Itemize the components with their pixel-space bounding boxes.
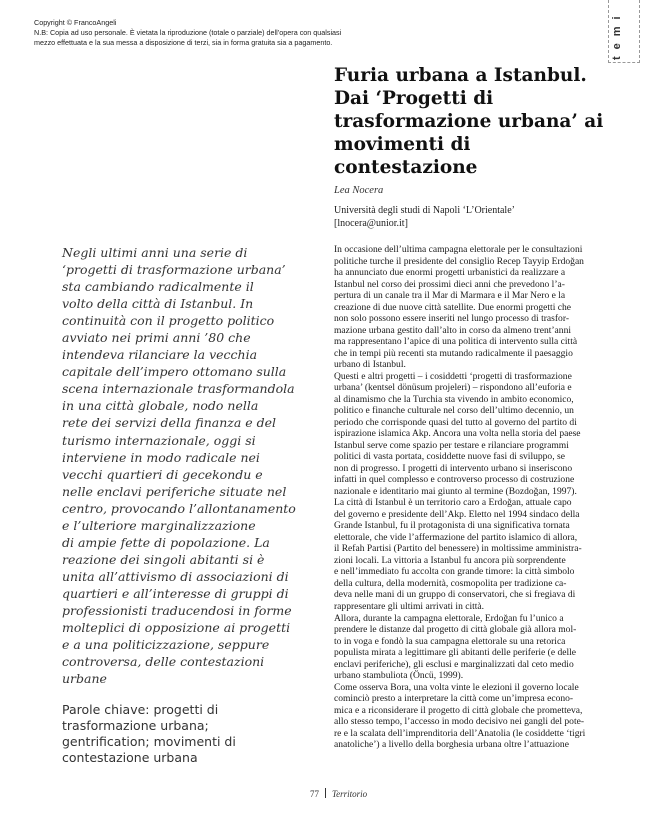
abstract-line: vecchi quartieri di gecekondu e [62, 466, 263, 482]
abstract-line: continuità con il progetto politico [62, 313, 275, 329]
body-line: populista mirata a legittimare gli abitanti delle periferie (e delle [334, 647, 577, 659]
abstract-line: unita all’attivismo di associazioni di [62, 568, 289, 584]
abstract-line: di ampie fette di popolazione. La [62, 534, 270, 550]
section-tab-label: temi [611, 9, 623, 60]
body-line: non di progresso. I progetti di intervento urbano si inseriscono [334, 462, 573, 474]
article-title: Furia urbana a Istanbul. Dai ‘Progetti di trasformazione urbana’ ai movimenti di contestazione [334, 65, 604, 178]
abstract-line: centro, provocando l’allontanamento [62, 500, 296, 516]
abstract [62, 244, 310, 687]
body-line: pertura di un canale tra il Mar di Marmara e il Mar Nero e la [334, 290, 566, 302]
body-line: prendere le distanze dal progetto di città globale già allora mol- [334, 624, 577, 636]
abstract-line: professionisti traducendosi in forme [62, 602, 292, 618]
page-number: 77 [310, 789, 319, 799]
body-line: Questi e altri progetti – i cosiddetti ‘progetti di trasformazione [334, 370, 572, 382]
article-body [334, 244, 616, 751]
abstract-line: sta cambiando radicalmente il [62, 279, 254, 295]
copyright-notice [34, 18, 504, 48]
abstract-line: e a una politicizzazione, seppure [62, 637, 270, 653]
author-affiliation [334, 205, 614, 230]
body-line: rappresentare gli ultimi arrivati in città. [334, 600, 485, 612]
body-line: Istanbul serve come spazio per testare e rilanciare programmi [334, 439, 569, 451]
abstract-line: e l’ulteriore marginalizzazione [62, 517, 256, 533]
body-line: che in tempi più recenti sta mutando radicalmente il paesaggio [334, 347, 573, 359]
abstract-line: ‘progetti di trasformazione urbana’ [62, 262, 286, 278]
body-line: ispirazione islamica Akp. Ancora una volta nella storia del paese [334, 428, 581, 440]
body-line: re e la scalata dell’imprenditoria dell’Anatolia (le cosiddette ‘tigri [334, 727, 586, 739]
abstract-line: reazione dei singoli abitanti si è [62, 551, 265, 567]
affiliation-line: Università degli studi di Napoli ‘L’Orientale’ [334, 205, 515, 216]
copyright-line: N.B: Copia ad uso personale. È vietata la riproduzione (totale o parziale) dell’opera con qualsiasi [34, 28, 342, 37]
keywords-line: Parole chiave: progetti di [62, 702, 219, 717]
body-line: In occasione dell’ultima campagna elettorale per le consultazioni [334, 244, 583, 255]
body-line: urbano di Istanbul. [334, 359, 406, 371]
body-line: to in voga e fondò la sua campagna elettorale su una retorica [334, 635, 566, 647]
body-line: e nell’immediato fu accolta con grande timore: la città simbolo [334, 566, 575, 578]
keywords-line: trasformazione urbana; [62, 718, 209, 733]
abstract-line: molteplici di opposizione ai progetti [62, 620, 291, 636]
body-line: mazione urbana gestito dall’alto in corso da almeno trent’anni [334, 324, 571, 336]
abstract-line: rete dei servizi della finanza e del [62, 415, 277, 431]
keywords-line: gentrification; movimenti di [62, 734, 236, 749]
author-name: Lea Nocera [334, 185, 384, 196]
body-line: zioni locali. La vittoria a Istanbul fu ancora più sorprendente [334, 554, 566, 566]
body-line: il Refah Partisi (Partito del benessere) in moltissime amministra- [334, 543, 582, 555]
abstract-line: capitale dell’impero ottomano sulla [62, 364, 287, 380]
keywords [62, 702, 312, 766]
section-tab [608, 0, 640, 63]
abstract-line: controversa, delle contestazioni [62, 654, 265, 670]
body-line: al dinamismo che la Turchia sta vivendo in ambito economico, [334, 393, 574, 405]
abstract-line: Negli ultimi anni una serie di [62, 245, 248, 260]
copyright-line: Copyright © FrancoAngeli [34, 18, 117, 27]
abstract-line: scena internazionale trasformandola [62, 381, 295, 397]
abstract-line: nelle enclavi periferiche situate nel [62, 483, 287, 499]
body-line: urbano stambuliota (Öncü, 1999). [334, 670, 464, 682]
abstract-line: turismo internazionale, oggi si [62, 432, 256, 448]
abstract-line: interviene in modo radicale nei [62, 449, 260, 465]
body-line: ma rappresentano l’apice di una politica di intervento sulla città [334, 336, 578, 348]
body-line: politico e finanche culturale nel corso dell’ultimo decennio, un [334, 405, 574, 417]
body-line: Come osserva Bora, una volta vinte le elezioni il governo locale [334, 681, 579, 693]
body-line: della cultura, della modernità, cosmopolita per tradizione ca- [334, 577, 567, 589]
body-line: del governo e presidente dell’Akp. Eletto nel 1994 sindaco della [334, 508, 580, 520]
body-line: allo stesso tempo, l’accesso in modo decisivo nei gangli del pote- [334, 716, 585, 728]
body-line: infatti in quel complesso e controverso processo di costruzione [334, 474, 575, 486]
body-line: politici di vasta portata, cosiddette nuove fasi di sviluppo, se [334, 451, 565, 463]
body-line: Grande Istanbul, fu il protagonista di una significativa tornata [334, 520, 570, 532]
body-line: cominciò presto a interpretare la città come un’impresa econo- [334, 693, 574, 705]
body-line: ha annunciato due enormi progetti urbanistici da realizzare a [334, 267, 566, 279]
body-line: urbana’ (kentsel dönüsum projeleri) – rispondono all’euforia e [334, 382, 572, 394]
body-line: periodo che corrisponde quasi del tutto al governo del partito di [334, 416, 577, 428]
body-line: creazione di due nuove città satellite. Due enormi progetti che [334, 301, 571, 313]
journal-name: Territorio [332, 789, 368, 799]
author-email: [lnocera@unior.it] [334, 217, 408, 229]
body-line: nazionale e identitario mai giunto al termine (Bozdoğan, 1997). [334, 485, 577, 497]
body-line: politiche turche il presidente del consiglio Recep Tayyip Erdoğan [334, 255, 584, 267]
abstract-line: intendeva rilanciare la vecchia [62, 347, 258, 363]
body-line: non solo possono essere inseriti nel lungo processo di trasfor- [334, 313, 569, 325]
abstract-line: in una città globale, nodo nella [62, 398, 259, 414]
body-line: Istanbul nel corso dei prossimi dieci anni che prevedono l’a- [334, 278, 565, 290]
copyright-line: mezzo effettuata e la sua messa a disposizione di terzi, sia in forma gratuita sia a pagamento. [34, 38, 333, 47]
footer-divider [325, 788, 326, 798]
abstract-line: urbane [62, 671, 107, 687]
keywords-line: contestazione urbana [62, 750, 198, 765]
abstract-line: volto della città di Istanbul. In [62, 296, 254, 312]
body-line: deva nelle mani di un gruppo di conservatori, che si fregiava di [334, 589, 576, 601]
body-line: enclavi periferiche), gli esclusi e marginalizzati dal ceto medio [334, 658, 574, 670]
body-line: Allora, durante la campagna elettorale, Erdoğan fu l’unico a [334, 612, 564, 624]
body-line: elettorale, che vide l’affermazione del partito islamico di allora, [334, 531, 578, 543]
abstract-line: quartieri e all’interesse di gruppi di [62, 585, 289, 601]
page-footer [310, 788, 367, 799]
body-line: mica e a riconsiderare il progetto di città globale che prometteva, [334, 704, 583, 716]
abstract-line: avviato nei primi anni ’80 che [62, 330, 251, 346]
body-line: anatoliche’) a livello della borghesia urbana oltre l’attuazione [334, 739, 569, 751]
body-line: La città di Istanbul è un territorio caro a Erdoğan, attuale capo [334, 497, 572, 509]
